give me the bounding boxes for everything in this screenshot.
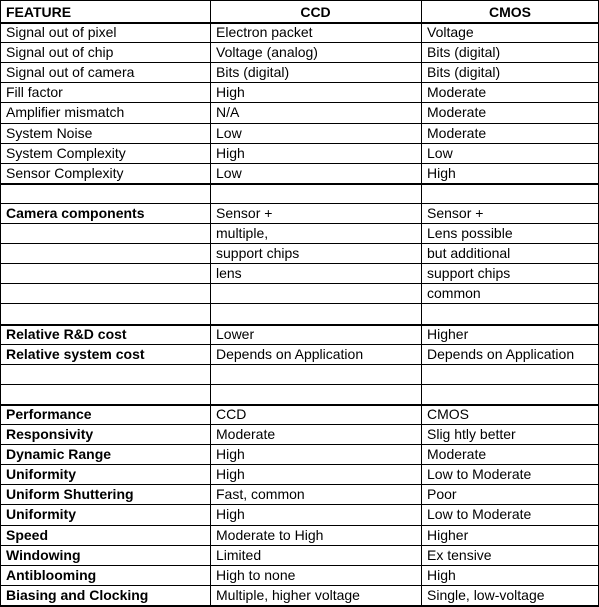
table-cell-feature: Amplifier mismatch: [6, 104, 125, 121]
table-cell-ccd: High: [216, 144, 245, 161]
grid-hline: [0, 183, 599, 185]
grid-hline: [0, 344, 599, 345]
grid-hline: [0, 123, 599, 124]
grid-hline: [0, 143, 599, 144]
table-cell-feature: Signal out of chip: [6, 44, 114, 61]
header-ccd: CCD: [300, 4, 331, 20]
grid-hline: [0, 525, 599, 526]
header-feature: FEATURE: [6, 4, 72, 20]
table-cell-feature: Relative R&D cost: [6, 325, 127, 342]
table-cell-feature: Fill factor: [6, 84, 63, 101]
grid-hline: [0, 62, 599, 63]
table-cell-cmos: Higher: [427, 526, 469, 543]
table-cell-ccd: High to none: [216, 566, 296, 583]
table-cell-cmos: Voltage: [427, 24, 474, 40]
table-cell-ccd: lens: [216, 265, 242, 282]
header-cmos: CMOS: [489, 4, 531, 20]
grid-hline: [0, 545, 599, 546]
table-cell-feature: Biasing and Clocking: [6, 586, 149, 603]
table-cell-cmos: common: [427, 285, 481, 302]
table-cell-cmos: Higher: [427, 325, 469, 342]
table-cell-ccd: CCD: [216, 405, 247, 422]
table-cell-ccd: Voltage (analog): [216, 44, 318, 61]
grid-hline: [0, 324, 599, 326]
table-cell-feature: Antiblooming: [6, 566, 97, 583]
table-cell-cmos: Slig htly better: [427, 426, 516, 442]
table-cell-feature: Uniformity: [6, 466, 76, 483]
table-cell-ccd: N/A: [216, 104, 240, 121]
table-cell-ccd: Moderate to High: [216, 526, 324, 543]
grid-hline: [0, 22, 599, 24]
grid-hline: [0, 464, 599, 465]
table-cell-cmos: Single, low-voltage: [427, 586, 545, 603]
table-cell-cmos: but additional: [427, 245, 511, 262]
table-cell-cmos: Moderate: [427, 104, 487, 121]
grid-hline: [0, 42, 599, 43]
table-cell-feature: Uniform Shuttering: [6, 486, 134, 503]
table-cell-feature: System Noise: [6, 124, 93, 141]
grid-hline: [0, 404, 599, 406]
table-cell-cmos: Sensor +: [427, 204, 484, 221]
table-cell-cmos: CMOS: [427, 405, 469, 422]
table-cell-cmos: Moderate: [427, 84, 487, 101]
grid-hline: [0, 565, 599, 566]
table-cell-feature: Windowing: [6, 546, 81, 563]
grid-hline: [0, 223, 599, 224]
table-cell-ccd: Depends on Application: [216, 345, 364, 362]
table-cell-cmos: Low to Moderate: [427, 466, 532, 483]
table-cell-feature: Relative system cost: [6, 345, 145, 362]
table-cell-feature: Responsivity: [6, 426, 94, 442]
grid-hline: [0, 484, 599, 485]
table-cell-feature: Signal out of pixel: [6, 24, 117, 40]
table-cell-cmos: Moderate: [427, 124, 487, 141]
table-cell-cmos: Depends on Application: [427, 345, 575, 362]
table-cell-cmos: Bits (digital): [427, 44, 501, 61]
grid-hline: [0, 384, 599, 385]
table-cell-feature: Uniformity: [6, 506, 76, 523]
grid-hline: [0, 283, 599, 284]
table-cell-ccd: Moderate: [216, 426, 276, 442]
grid-hline: [0, 585, 599, 586]
table-cell-ccd: Bits (digital): [216, 64, 290, 81]
grid-hline: [0, 243, 599, 244]
grid-hline: [0, 82, 599, 83]
grid-hline: [0, 0, 599, 1]
table-cell-feature: Speed: [6, 526, 49, 543]
table-cell-ccd: High: [216, 466, 245, 483]
grid-hline: [0, 303, 599, 304]
grid-hline: [0, 424, 599, 425]
grid-hline: [0, 364, 599, 365]
table-cell-feature: Camera components: [6, 204, 145, 221]
table-cell-cmos: Lens possible: [427, 225, 513, 241]
table-cell-cmos: Low to Moderate: [427, 506, 532, 523]
table-cell-ccd: support chips: [216, 245, 300, 262]
table-cell-ccd: Electron packet: [216, 24, 313, 40]
table-cell-cmos: High: [427, 164, 456, 181]
table-cell-feature: Sensor Complexity: [6, 164, 124, 181]
table-cell-feature: Signal out of camera: [6, 64, 135, 81]
table-cell-cmos: Low: [427, 144, 453, 161]
table-cell-ccd: Low: [216, 124, 242, 141]
table-cell-ccd: Multiple, higher voltage: [216, 586, 360, 603]
grid-hline: [0, 504, 599, 505]
table-cell-cmos: Poor: [427, 486, 457, 503]
table-cell-feature: Performance: [6, 405, 92, 422]
grid-hline: [0, 444, 599, 445]
table-cell-ccd: multiple,: [216, 225, 269, 241]
table-cell-cmos: Bits (digital): [427, 64, 501, 81]
table-cell-ccd: Limited: [216, 546, 262, 563]
table-cell-cmos: support chips: [427, 265, 511, 282]
table-cell-cmos: High: [427, 566, 456, 583]
table-cell-feature: System Complexity: [6, 144, 126, 161]
table-cell-ccd: Fast, common: [216, 486, 305, 503]
table-cell-cmos: Moderate: [427, 446, 487, 463]
table-cell-ccd: Lower: [216, 325, 255, 342]
grid-hline: [0, 102, 599, 103]
table-cell-ccd: High: [216, 84, 245, 101]
grid-hline: [0, 163, 599, 164]
table-cell-ccd: Sensor +: [216, 204, 273, 221]
grid-hline: [0, 203, 599, 204]
table-cell-ccd: Low: [216, 164, 242, 181]
table-cell-feature: Dynamic Range: [6, 446, 112, 463]
table-cell-ccd: High: [216, 446, 245, 463]
table-cell-ccd: High: [216, 506, 245, 523]
grid-hline: [0, 263, 599, 264]
table-cell-cmos: Ex tensive: [427, 546, 492, 563]
